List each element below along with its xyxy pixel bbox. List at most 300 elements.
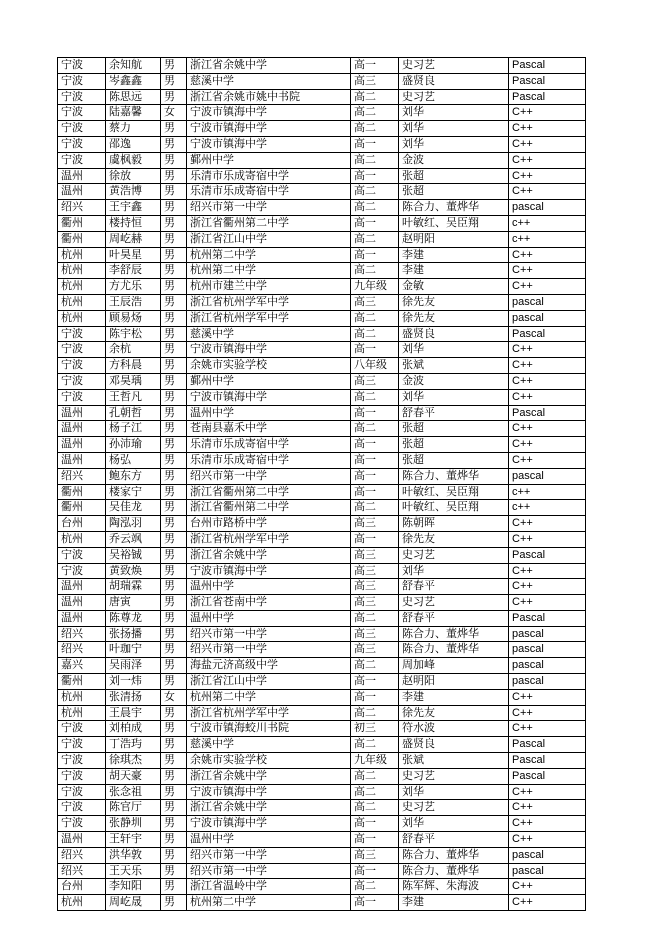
cell-name: 张扬播 (106, 626, 161, 642)
cell-teacher: 周加峰 (399, 658, 509, 674)
cell-teacher: 刘华 (399, 105, 509, 121)
cell-name: 陆嘉馨 (106, 105, 161, 121)
cell-name: 邵逸 (106, 136, 161, 152)
cell-gender: 男 (161, 579, 187, 595)
table-row (58, 231, 586, 247)
cell-teacher: 徐先友 (399, 310, 509, 326)
cell-teacher: 金波 (399, 373, 509, 389)
table-row (58, 531, 586, 547)
cell-name: 叶珈宁 (106, 642, 161, 658)
cell-language: C++ (509, 516, 586, 532)
cell-language: Pascal (509, 73, 586, 89)
cell-school: 宁波市镇海蛟川书院 (187, 721, 351, 737)
cell-school: 温州中学 (187, 579, 351, 595)
cell-grade: 高二 (351, 879, 399, 895)
table-row (58, 895, 586, 911)
table-row (58, 658, 586, 674)
cell-language: C++ (509, 531, 586, 547)
cell-grade: 高一 (351, 674, 399, 690)
cell-name: 余杭 (106, 342, 161, 358)
cell-grade: 高二 (351, 200, 399, 216)
cell-name: 吴佳龙 (106, 500, 161, 516)
cell-city: 温州 (58, 595, 106, 611)
cell-city: 温州 (58, 421, 106, 437)
cell-name: 孙沛瑜 (106, 437, 161, 453)
cell-language: c++ (509, 231, 586, 247)
cell-grade: 高一 (351, 484, 399, 500)
table-row (58, 389, 586, 405)
cell-gender: 男 (161, 405, 187, 421)
cell-language: Pascal (509, 326, 586, 342)
cell-language: c++ (509, 215, 586, 231)
cell-gender: 男 (161, 816, 187, 832)
cell-name: 徐琪杰 (106, 753, 161, 769)
table-row (58, 452, 586, 468)
cell-name: 王辰浩 (106, 294, 161, 310)
table-row (58, 437, 586, 453)
cell-school: 杭州第二中学 (187, 895, 351, 911)
cell-school: 鄞州中学 (187, 373, 351, 389)
cell-name: 吴雨泽 (106, 658, 161, 674)
cell-name: 陈尊龙 (106, 610, 161, 626)
cell-name: 黄致焕 (106, 563, 161, 579)
student-roster-table (57, 57, 586, 911)
cell-gender: 男 (161, 784, 187, 800)
cell-language: C++ (509, 263, 586, 279)
cell-school: 慈溪中学 (187, 326, 351, 342)
cell-school: 温州中学 (187, 610, 351, 626)
cell-name: 虞枫毅 (106, 152, 161, 168)
table-row (58, 215, 586, 231)
cell-gender: 女 (161, 689, 187, 705)
cell-teacher: 张超 (399, 437, 509, 453)
cell-teacher: 赵明阳 (399, 231, 509, 247)
cell-grade: 高一 (351, 168, 399, 184)
cell-city: 宁波 (58, 136, 106, 152)
cell-gender: 男 (161, 121, 187, 137)
cell-grade: 高二 (351, 389, 399, 405)
cell-language: c++ (509, 484, 586, 500)
cell-school: 浙江省杭州学军中学 (187, 310, 351, 326)
cell-school: 海盐元济高级中学 (187, 658, 351, 674)
cell-city: 温州 (58, 184, 106, 200)
cell-school: 绍兴市第一中学 (187, 642, 351, 658)
cell-school: 浙江省江山中学 (187, 231, 351, 247)
cell-teacher: 陈军辉、朱海波 (399, 879, 509, 895)
cell-name: 徐放 (106, 168, 161, 184)
cell-grade: 高三 (351, 595, 399, 611)
cell-city: 杭州 (58, 689, 106, 705)
cell-school: 余姚市实验学校 (187, 753, 351, 769)
cell-name: 方尤乐 (106, 279, 161, 295)
cell-city: 杭州 (58, 263, 106, 279)
cell-city: 杭州 (58, 279, 106, 295)
cell-school: 浙江省衢州第二中学 (187, 215, 351, 231)
cell-teacher: 刘华 (399, 816, 509, 832)
cell-city: 杭州 (58, 294, 106, 310)
cell-language: c++ (509, 500, 586, 516)
cell-school: 浙江省衢州第二中学 (187, 484, 351, 500)
cell-teacher: 陈合力、董烨华 (399, 468, 509, 484)
cell-grade: 高一 (351, 468, 399, 484)
cell-grade: 高二 (351, 737, 399, 753)
table-row (58, 121, 586, 137)
cell-city: 衢州 (58, 674, 106, 690)
cell-city: 衢州 (58, 484, 106, 500)
cell-name: 丁浩玙 (106, 737, 161, 753)
cell-gender: 男 (161, 294, 187, 310)
cell-name: 张静圳 (106, 816, 161, 832)
cell-gender: 男 (161, 863, 187, 879)
cell-school: 浙江省江山中学 (187, 674, 351, 690)
cell-city: 宁波 (58, 800, 106, 816)
cell-language: pascal (509, 294, 586, 310)
cell-teacher: 叶敏红、吴臣翔 (399, 484, 509, 500)
table-row (58, 500, 586, 516)
cell-gender: 男 (161, 231, 187, 247)
cell-grade: 高一 (351, 531, 399, 547)
cell-teacher: 张斌 (399, 358, 509, 374)
cell-city: 杭州 (58, 531, 106, 547)
cell-name: 顾易炀 (106, 310, 161, 326)
cell-name: 王天乐 (106, 863, 161, 879)
cell-teacher: 舒春平 (399, 405, 509, 421)
cell-city: 宁波 (58, 373, 106, 389)
cell-name: 杨弘 (106, 452, 161, 468)
cell-school: 浙江省余姚中学 (187, 547, 351, 563)
cell-school: 浙江省杭州学军中学 (187, 531, 351, 547)
cell-language: pascal (509, 863, 586, 879)
cell-school: 杭州第二中学 (187, 263, 351, 279)
cell-city: 杭州 (58, 895, 106, 911)
cell-name: 李舒辰 (106, 263, 161, 279)
table-row (58, 863, 586, 879)
cell-language: Pascal (509, 610, 586, 626)
cell-city: 宁波 (58, 73, 106, 89)
cell-teacher: 刘华 (399, 389, 509, 405)
cell-gender: 男 (161, 832, 187, 848)
table-row (58, 342, 586, 358)
cell-language: pascal (509, 658, 586, 674)
cell-name: 张清扬 (106, 689, 161, 705)
cell-gender: 男 (161, 279, 187, 295)
cell-teacher: 史习艺 (399, 58, 509, 74)
table-row (58, 263, 586, 279)
table-row (58, 753, 586, 769)
cell-name: 刘一炜 (106, 674, 161, 690)
cell-grade: 高二 (351, 421, 399, 437)
table-row (58, 326, 586, 342)
cell-gender: 男 (161, 547, 187, 563)
table-row (58, 184, 586, 200)
cell-grade: 高三 (351, 847, 399, 863)
table-row (58, 610, 586, 626)
cell-gender: 男 (161, 531, 187, 547)
table-row (58, 689, 586, 705)
table-row (58, 200, 586, 216)
cell-language: C++ (509, 152, 586, 168)
table-row (58, 484, 586, 500)
cell-name: 王宇鑫 (106, 200, 161, 216)
cell-gender: 男 (161, 847, 187, 863)
cell-city: 宁波 (58, 358, 106, 374)
table-row (58, 405, 586, 421)
table-row (58, 721, 586, 737)
cell-gender: 男 (161, 215, 187, 231)
table-row (58, 247, 586, 263)
cell-grade: 高三 (351, 73, 399, 89)
cell-name: 刘柏成 (106, 721, 161, 737)
cell-name: 周屹晟 (106, 895, 161, 911)
cell-name: 蔡力 (106, 121, 161, 137)
cell-language: C++ (509, 689, 586, 705)
cell-gender: 男 (161, 484, 187, 500)
cell-teacher: 叶敏红、吴臣翔 (399, 500, 509, 516)
cell-gender: 男 (161, 136, 187, 152)
cell-gender: 男 (161, 168, 187, 184)
table-row (58, 784, 586, 800)
cell-city: 衢州 (58, 215, 106, 231)
cell-language: Pascal (509, 768, 586, 784)
cell-teacher: 李建 (399, 689, 509, 705)
cell-grade: 高一 (351, 136, 399, 152)
cell-teacher: 舒春平 (399, 610, 509, 626)
cell-language: C++ (509, 832, 586, 848)
cell-name: 方科晨 (106, 358, 161, 374)
cell-language: C++ (509, 389, 586, 405)
cell-gender: 男 (161, 674, 187, 690)
cell-grade: 高三 (351, 579, 399, 595)
cell-school: 浙江省余姚中学 (187, 768, 351, 784)
cell-gender: 男 (161, 58, 187, 74)
table-row (58, 105, 586, 121)
table-row (58, 800, 586, 816)
cell-teacher: 舒春平 (399, 832, 509, 848)
table-row (58, 832, 586, 848)
cell-school: 宁波市镇海中学 (187, 784, 351, 800)
cell-gender: 男 (161, 721, 187, 737)
cell-grade: 高二 (351, 658, 399, 674)
cell-teacher: 刘华 (399, 563, 509, 579)
cell-language: C++ (509, 595, 586, 611)
cell-gender: 男 (161, 705, 187, 721)
table-row (58, 816, 586, 832)
cell-gender: 男 (161, 310, 187, 326)
cell-city: 杭州 (58, 310, 106, 326)
table-row (58, 879, 586, 895)
cell-city: 宁波 (58, 753, 106, 769)
cell-grade: 高二 (351, 768, 399, 784)
cell-gender: 男 (161, 468, 187, 484)
cell-teacher: 史习艺 (399, 768, 509, 784)
table-row (58, 579, 586, 595)
cell-teacher: 叶敏红、吴臣翔 (399, 215, 509, 231)
cell-city: 温州 (58, 610, 106, 626)
table-row (58, 468, 586, 484)
table-row (58, 847, 586, 863)
table-row (58, 310, 586, 326)
cell-name: 洪华敦 (106, 847, 161, 863)
cell-grade: 高二 (351, 784, 399, 800)
cell-teacher: 张超 (399, 421, 509, 437)
cell-grade: 高二 (351, 310, 399, 326)
cell-school: 宁波市镇海中学 (187, 105, 351, 121)
cell-name: 李知阳 (106, 879, 161, 895)
cell-language: Pascal (509, 737, 586, 753)
cell-city: 温州 (58, 452, 106, 468)
cell-language: C++ (509, 358, 586, 374)
cell-gender: 男 (161, 800, 187, 816)
cell-name: 周屹赫 (106, 231, 161, 247)
cell-name: 陈官厅 (106, 800, 161, 816)
cell-grade: 高一 (351, 689, 399, 705)
cell-school: 浙江省余姚市姚中书院 (187, 89, 351, 105)
cell-school: 杭州第二中学 (187, 689, 351, 705)
student-roster-table-body (58, 58, 586, 911)
cell-name: 胡天豪 (106, 768, 161, 784)
cell-gender: 男 (161, 595, 187, 611)
cell-teacher: 李建 (399, 263, 509, 279)
cell-grade: 高二 (351, 184, 399, 200)
cell-city: 宁波 (58, 768, 106, 784)
cell-school: 绍兴市第一中学 (187, 863, 351, 879)
cell-language: Pascal (509, 405, 586, 421)
cell-grade: 高二 (351, 263, 399, 279)
cell-city: 绍兴 (58, 626, 106, 642)
cell-gender: 男 (161, 263, 187, 279)
cell-school: 温州中学 (187, 405, 351, 421)
cell-gender: 男 (161, 563, 187, 579)
cell-school: 宁波市镇海中学 (187, 563, 351, 579)
cell-teacher: 金波 (399, 152, 509, 168)
cell-gender: 男 (161, 184, 187, 200)
cell-city: 宁波 (58, 326, 106, 342)
cell-grade: 高二 (351, 231, 399, 247)
cell-city: 宁波 (58, 152, 106, 168)
cell-teacher: 舒春平 (399, 579, 509, 595)
cell-city: 杭州 (58, 705, 106, 721)
cell-school: 杭州市建兰中学 (187, 279, 351, 295)
cell-name: 唐寅 (106, 595, 161, 611)
table-row (58, 595, 586, 611)
cell-school: 鄞州中学 (187, 152, 351, 168)
cell-teacher: 盛贤良 (399, 737, 509, 753)
cell-grade: 高二 (351, 500, 399, 516)
cell-city: 绍兴 (58, 642, 106, 658)
cell-city: 宁波 (58, 89, 106, 105)
cell-gender: 男 (161, 768, 187, 784)
cell-city: 宁波 (58, 389, 106, 405)
cell-city: 绍兴 (58, 863, 106, 879)
cell-name: 黄浩博 (106, 184, 161, 200)
cell-city: 宁波 (58, 547, 106, 563)
cell-grade: 高一 (351, 816, 399, 832)
cell-grade: 高三 (351, 373, 399, 389)
table-row (58, 768, 586, 784)
table-row (58, 136, 586, 152)
cell-gender: 男 (161, 737, 187, 753)
cell-grade: 九年级 (351, 753, 399, 769)
cell-name: 王轩宇 (106, 832, 161, 848)
cell-teacher: 史习艺 (399, 800, 509, 816)
cell-grade: 高三 (351, 563, 399, 579)
cell-teacher: 陈合力、董烨华 (399, 200, 509, 216)
cell-school: 台州市路桥中学 (187, 516, 351, 532)
cell-teacher: 徐先友 (399, 705, 509, 721)
cell-name: 叶昊星 (106, 247, 161, 263)
cell-school: 余姚市实验学校 (187, 358, 351, 374)
cell-language: pascal (509, 847, 586, 863)
cell-city: 宁波 (58, 816, 106, 832)
cell-teacher: 徐先友 (399, 531, 509, 547)
cell-gender: 男 (161, 89, 187, 105)
cell-language: C++ (509, 168, 586, 184)
cell-city: 温州 (58, 579, 106, 595)
table-row (58, 737, 586, 753)
cell-teacher: 张超 (399, 184, 509, 200)
cell-language: pascal (509, 310, 586, 326)
cell-city: 宁波 (58, 563, 106, 579)
cell-grade: 九年级 (351, 279, 399, 295)
cell-gender: 女 (161, 105, 187, 121)
cell-name: 孔朝哲 (106, 405, 161, 421)
table-row (58, 563, 586, 579)
cell-city: 宁波 (58, 342, 106, 358)
cell-gender: 男 (161, 421, 187, 437)
cell-school: 浙江省杭州学军中学 (187, 294, 351, 310)
cell-gender: 男 (161, 500, 187, 516)
cell-grade: 高一 (351, 437, 399, 453)
cell-grade: 高一 (351, 452, 399, 468)
cell-city: 绍兴 (58, 847, 106, 863)
cell-teacher: 史习艺 (399, 547, 509, 563)
cell-gender: 男 (161, 658, 187, 674)
cell-language: Pascal (509, 547, 586, 563)
cell-language: C++ (509, 800, 586, 816)
cell-city: 温州 (58, 437, 106, 453)
cell-name: 岑鑫鑫 (106, 73, 161, 89)
cell-city: 宁波 (58, 737, 106, 753)
cell-name: 乔云飒 (106, 531, 161, 547)
cell-school: 绍兴市第一中学 (187, 200, 351, 216)
cell-teacher: 赵明阳 (399, 674, 509, 690)
cell-language: C++ (509, 121, 586, 137)
cell-grade: 高一 (351, 215, 399, 231)
cell-language: pascal (509, 468, 586, 484)
cell-language: pascal (509, 626, 586, 642)
cell-language: C++ (509, 437, 586, 453)
cell-language: C++ (509, 105, 586, 121)
cell-grade: 高二 (351, 705, 399, 721)
table-row (58, 168, 586, 184)
cell-teacher: 张超 (399, 452, 509, 468)
cell-grade: 高一 (351, 895, 399, 911)
cell-name: 楼家宁 (106, 484, 161, 500)
cell-school: 浙江省衢州第二中学 (187, 500, 351, 516)
cell-city: 台州 (58, 879, 106, 895)
cell-grade: 高一 (351, 832, 399, 848)
cell-city: 温州 (58, 832, 106, 848)
cell-gender: 男 (161, 200, 187, 216)
table-row (58, 152, 586, 168)
cell-gender: 男 (161, 879, 187, 895)
cell-name: 王哲凡 (106, 389, 161, 405)
cell-language: C++ (509, 279, 586, 295)
table-row (58, 89, 586, 105)
table-row (58, 547, 586, 563)
cell-city: 绍兴 (58, 200, 106, 216)
cell-language: C++ (509, 721, 586, 737)
